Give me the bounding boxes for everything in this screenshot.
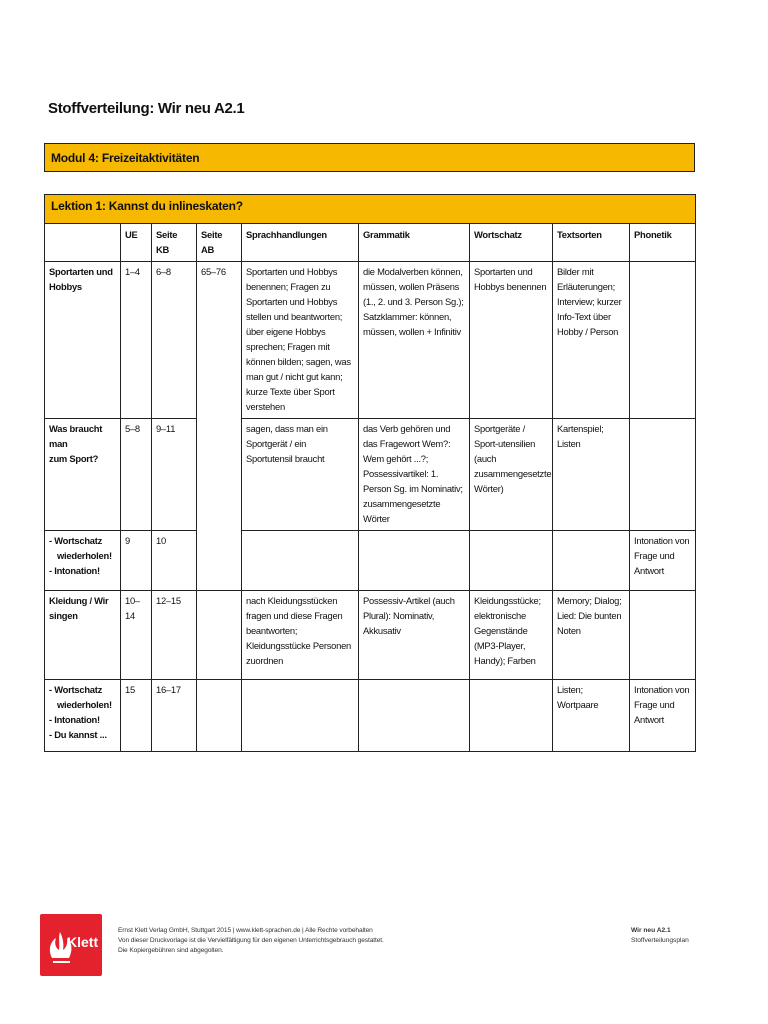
table-row [45,680,696,752]
row-topic: Was braucht man zum Sport? [45,419,121,531]
stoffverteilung-table [44,194,696,752]
row-topic: Sportarten und Hobbys [45,262,121,419]
row-wortschatz: Sportgeräte / Sport-utensilien (auch zusammengesetzte Wörter) [470,419,553,531]
row-wortschatz [470,531,553,591]
header-phonetik: Phonetik [630,224,696,262]
footer-line: Von dieser Druckvorlage ist die Vervielfältigung für den eigenen Unterrichtsgebrauch gestattet. [118,937,384,944]
row-grammatik: das Verb gehören und das Fragewort Wem?: Wem gehört ...?; Possessivartikel: 1. Person Sg. im Nominativ; zusammengesetzte Wörter [359,419,470,531]
row-grammatik: Possessiv-Artikel (auch Plural): Nominativ, Akkusativ [359,591,470,680]
footer-line: Ernst Klett Verlag GmbH, Stuttgart 2015 | www.klett-sprachen.de | Alle Rechte vorbehalten [118,927,373,934]
klett-logo[interactable] [40,914,102,976]
footer-line: Die Kopiergebühren sind abgegolten. [118,947,224,954]
row-wortschatz [470,680,553,752]
row-seite-kb: 16–17 [152,680,197,752]
footer-legal [118,926,384,956]
header-seite-kb: Seite KB [152,224,197,262]
row-phonetik: Intonation von Frage und Antwort [630,531,696,591]
logo-text: Klett [67,934,99,950]
row-sprachhandlungen [242,531,359,591]
row-ue: 1–4 [121,262,152,419]
header-seite-ab: Seite AB [197,224,242,262]
row-grammatik [359,680,470,752]
row-seite-kb: 9–11 [152,419,197,531]
row-phonetik [630,419,696,531]
row-topic: - Wortschatz wiederholen! - Intonation! - Du kannst ... [45,680,121,752]
row-wortschatz: Sportarten und Hobbys benennen [470,262,553,419]
table-header-row [45,224,696,262]
row-ue: 15 [121,680,152,752]
header-topic [45,224,121,262]
modul-bar [44,143,695,172]
row-phonetik [630,262,696,419]
row-seite-ab: 65–76 [197,262,242,591]
row-wortschatz: Kleidungsstücke; elektronische Gegenstände (MP3-Player, Handy); Farben [470,591,553,680]
row-textsorten: Listen; Wortpaare [553,680,630,752]
row-topic: Kleidung / Wir singen [45,591,121,680]
footer-right [631,926,689,946]
row-grammatik [359,531,470,591]
row-seite-kb: 12–15 [152,591,197,680]
lektion-row [45,195,696,224]
table-row [45,591,696,680]
row-phonetik [630,591,696,680]
modul-title: Modul 4: Freizeitaktivitäten [51,150,200,165]
header-wortschatz: Wortschatz [470,224,553,262]
row-textsorten: Bilder mit Erläuterungen; Interview; kurzer Info-Text über Hobby / Person [553,262,630,419]
row-seite-kb: 6–8 [152,262,197,419]
row-phonetik: Intonation von Frage und Antwort [630,680,696,752]
row-textsorten: Memory; Dialog; Lied: Die bunten Noten [553,591,630,680]
document-title: Stoffverteilung: Wir neu A2.1 [48,100,245,117]
row-seite-kb: 10 [152,531,197,591]
header-grammatik: Grammatik [359,224,470,262]
table-row [45,531,696,591]
row-ue: 9 [121,531,152,591]
row-seite-ab [197,680,242,752]
footer-book-subtitle: Stoffverteilungsplan [631,937,689,944]
row-topic: - Wortschatz wiederholen! - Intonation! [45,531,121,591]
row-grammatik: die Modalverben können, müssen, wollen Präsens (1., 2. und 3. Person Sg.); Satzklammer: können, müssen, wollen + Infinitiv [359,262,470,419]
row-ue: 10–14 [121,591,152,680]
row-sprachhandlungen: Sportarten und Hobbys benennen; Fragen zu Sportarten und Hobbys stellen und beantworten; über eigene Hobbys sprechen; Fragen mit können bilden; sagen, was man gut / nicht gut kann; kurze Texte über Sport verstehen [242,262,359,419]
footer-book-title: Wir neu A2.1 [631,927,671,934]
table-row [45,262,696,419]
row-sprachhandlungen: sagen, dass man ein Sportgerät / ein Sportutensil braucht [242,419,359,531]
row-textsorten: Kartenspiel; Listen [553,419,630,531]
row-ue: 5–8 [121,419,152,531]
header-textsorten: Textsorten [553,224,630,262]
row-sprachhandlungen: nach Kleidungsstücken fragen und diese Fragen beantworten; Kleidungsstücke Personen zuordnen [242,591,359,680]
table-row [45,419,696,531]
lektion-title: Lektion 1: Kannst du inlineskaten? [45,195,696,224]
row-seite-ab [197,591,242,680]
header-sprachhandlungen: Sprachhandlungen [242,224,359,262]
row-textsorten [553,531,630,591]
row-sprachhandlungen [242,680,359,752]
header-ue: UE [121,224,152,262]
